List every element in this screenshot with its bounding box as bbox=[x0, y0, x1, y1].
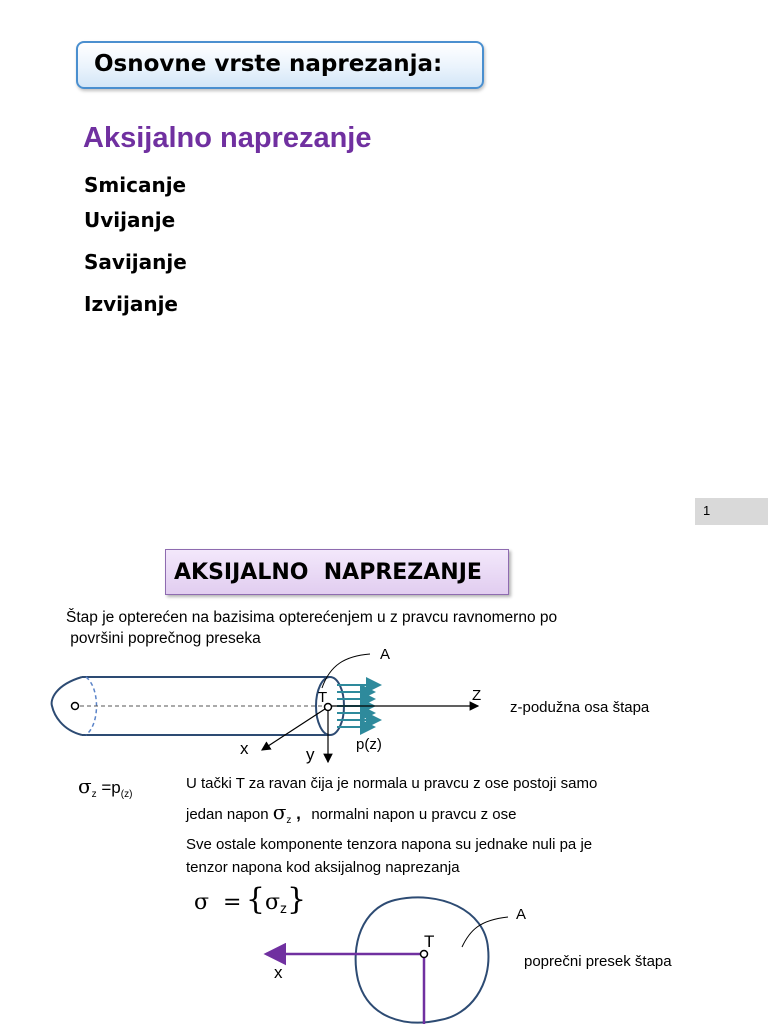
slide1-heading: Aksijalno naprezanje bbox=[83, 122, 372, 154]
tensor-sigma: σ bbox=[264, 890, 281, 915]
intro-line-1: Štap je opterećen na bazisima opterećenjem u z pravcu ravnomerno po bbox=[66, 609, 558, 626]
text-line-2 bbox=[186, 800, 516, 826]
brace-open-icon: { bbox=[245, 882, 265, 917]
cross-section-caption: poprečni presek štapa bbox=[524, 953, 672, 970]
text-line-3: Sve ostale komponente tenzora napona su jednake nuli pa je bbox=[186, 836, 593, 853]
text-line-2a: jedan napon bbox=[186, 806, 273, 823]
text-line-2b: normalni napon u pravcu z ose bbox=[311, 806, 517, 823]
intro-line-2: površini poprečnog preseka bbox=[66, 630, 261, 647]
slide2-title: AKSIJALNO NAPREZANJE bbox=[174, 560, 482, 585]
slide1-title: Osnovne vrste naprezanja: bbox=[94, 51, 443, 77]
leader-A-2 bbox=[462, 917, 508, 947]
topic-item: Savijanje bbox=[84, 250, 187, 274]
bar-diagram bbox=[0, 640, 768, 770]
leader-A bbox=[322, 654, 370, 688]
eq-sigma-sub: z bbox=[91, 789, 97, 801]
label-A: A bbox=[380, 646, 391, 663]
text-sigma: σ bbox=[272, 800, 287, 824]
label-T-2: T bbox=[424, 932, 435, 951]
text-comma: , bbox=[291, 804, 301, 823]
page-number-bar bbox=[695, 498, 768, 525]
cross-section-diagram bbox=[0, 890, 768, 1024]
tensor-lhs: σ = bbox=[194, 890, 242, 915]
slide1-title-box bbox=[76, 41, 484, 89]
topic-item: Uvijanje bbox=[84, 208, 176, 232]
label-Z: Z bbox=[472, 687, 482, 704]
text-line-4: tenzor napona kod aksijalnog naprezanja bbox=[186, 859, 460, 876]
topic-item: Smicanje bbox=[84, 173, 187, 197]
x-axis bbox=[262, 707, 328, 750]
eq-rhs-sub: (z) bbox=[120, 789, 133, 801]
bar-outline bbox=[52, 677, 330, 735]
label-A-2: A bbox=[516, 906, 527, 923]
label-x: x bbox=[240, 739, 249, 758]
slide2-title-box bbox=[165, 549, 509, 595]
brace-close-icon: } bbox=[287, 882, 307, 917]
label-x-2: x bbox=[274, 963, 283, 982]
label-pz: p(z) bbox=[356, 736, 382, 753]
text-sigma-sub: z bbox=[286, 815, 292, 827]
topic-item: Izvijanje bbox=[84, 292, 178, 316]
axis-caption: z-podužna osa štapa bbox=[510, 699, 650, 716]
page-number: 1 bbox=[703, 503, 711, 518]
equation-sigma-z bbox=[78, 774, 132, 800]
cross-section-outline bbox=[356, 897, 489, 1022]
left-center-point bbox=[72, 703, 79, 710]
text-line-1: U tački T za ravan čija je normala u pravcu z ose postoji samo bbox=[186, 775, 598, 792]
label-T: T bbox=[318, 689, 328, 706]
tensor-sub: z bbox=[280, 900, 288, 917]
eq-sigma: σ bbox=[78, 774, 92, 798]
eq-rhs: =p bbox=[96, 778, 121, 797]
label-y: y bbox=[306, 745, 315, 764]
point-T-2 bbox=[421, 951, 428, 958]
